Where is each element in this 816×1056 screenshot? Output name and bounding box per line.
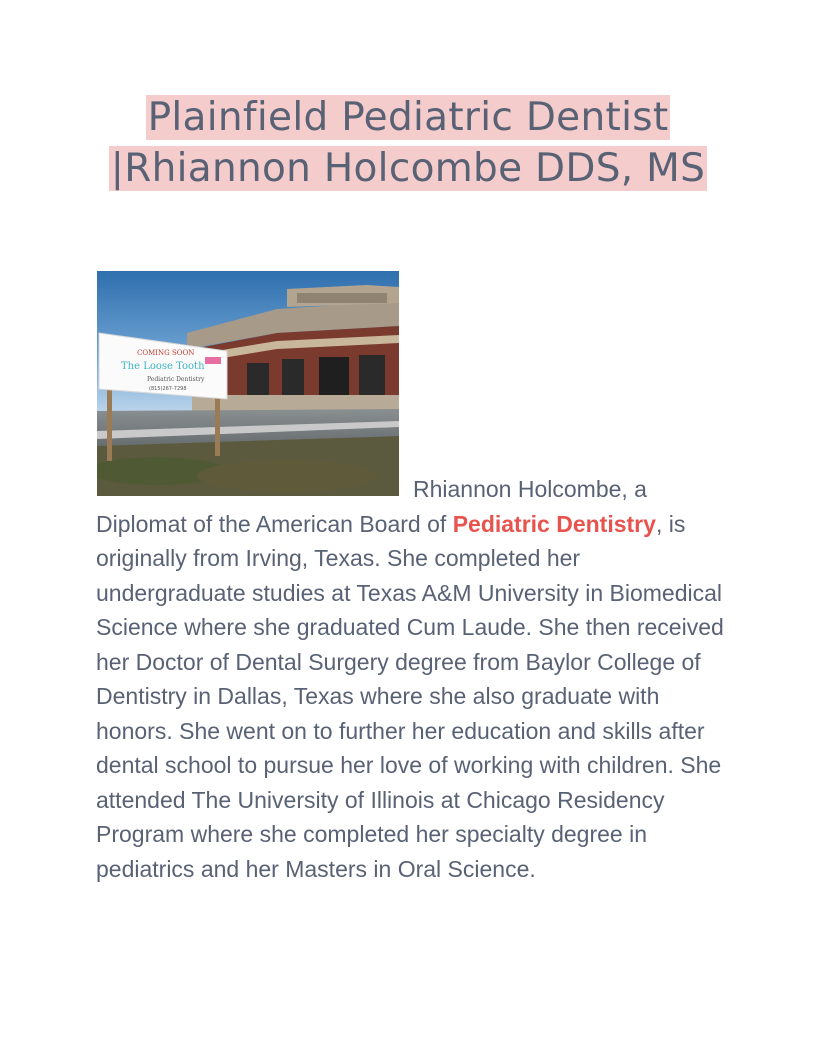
page-title <box>96 92 720 194</box>
sign-coming-soon: COMING SOON <box>137 349 195 357</box>
title-highlight: Plainfield Pediatric Dentist |Rhiannon Holcombe DDS, MS <box>110 95 706 191</box>
sign-phone: (815)267-7298 <box>149 386 187 392</box>
office-photo-graphic <box>97 271 399 496</box>
office-photo <box>97 271 399 496</box>
pediatric-dentistry-link[interactable]: Pediatric Dentistry <box>452 510 656 537</box>
sign-subtitle: Pediatric Dentistry <box>147 376 205 383</box>
sign-business-name: The Loose Tooth <box>121 361 205 372</box>
bio-text-body: , is originally from Irving, Texas. She completed her undergraduate studies at Texas A&M University in Biomedical Science where she graduated Cum Laude. She then received her Doctor of Dental Surgery degree from Baylor College of Dentistry in Dallas, Texas where she also graduate with honors. She went on to further her education and skills after dental school to pursue her love of working with children. She attended The University of Illinois at Chicago Residency Program where she completed her specialty degree in pediatrics and her Masters in Oral Science. <box>96 510 724 882</box>
bio-text-intro: Rhiannon Holcombe, a Diplomat of the American Board of <box>96 476 647 537</box>
bio-paragraph <box>96 472 726 886</box>
